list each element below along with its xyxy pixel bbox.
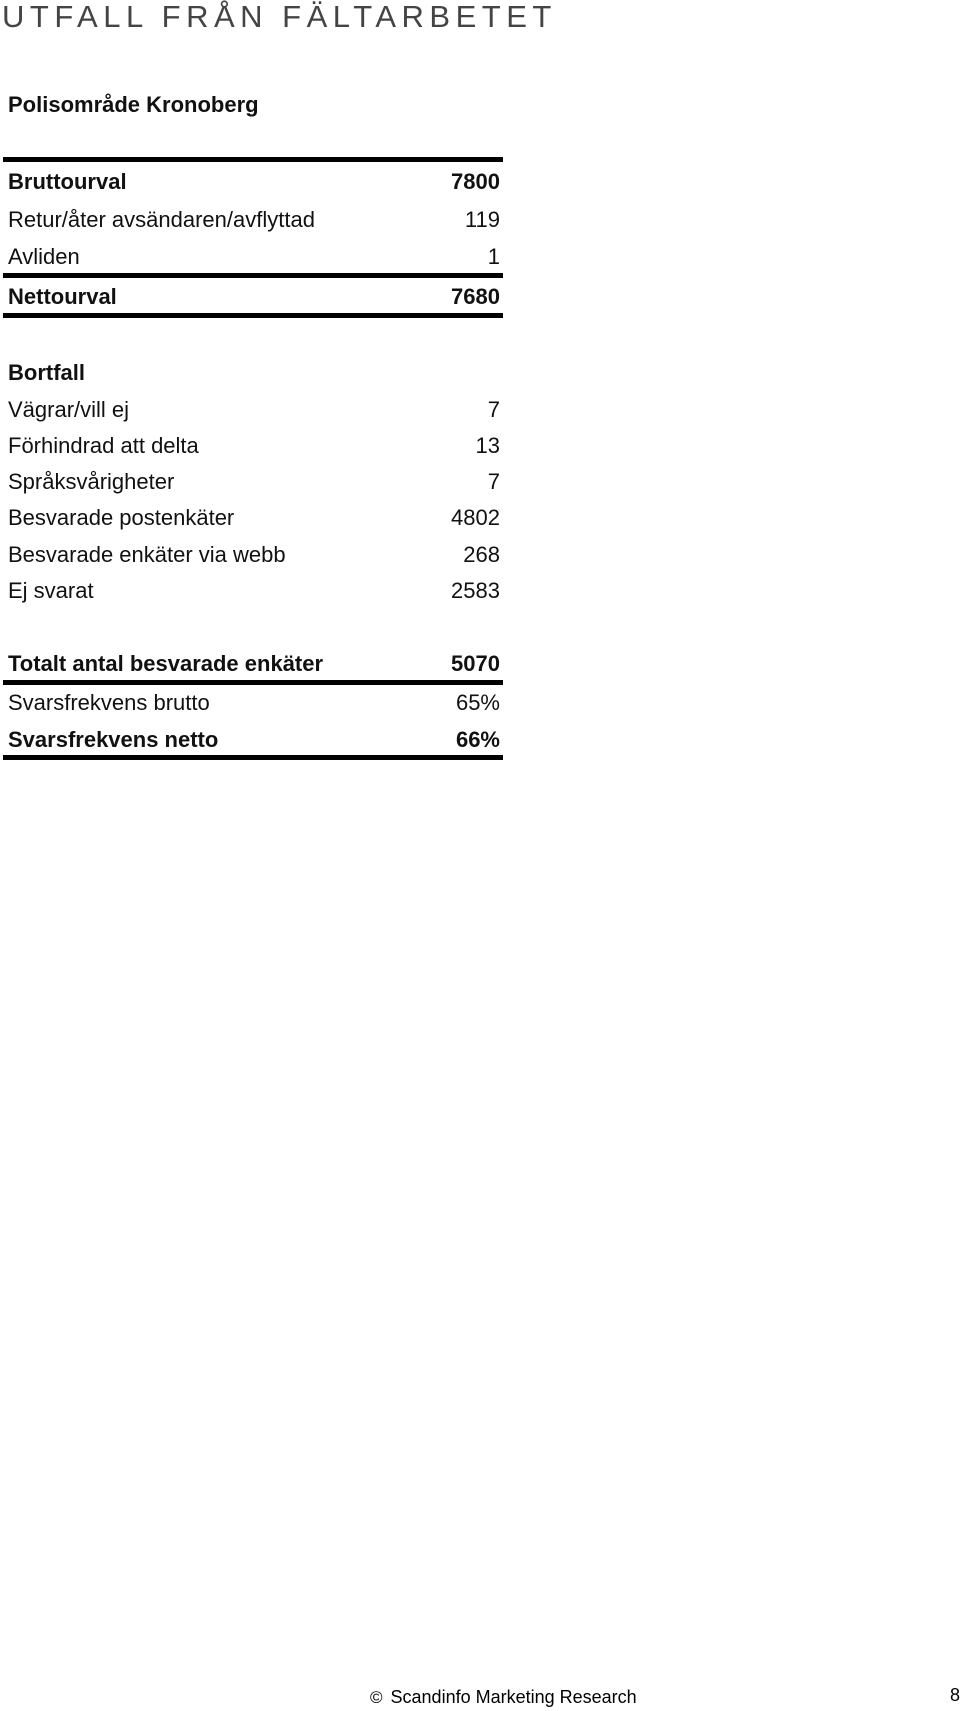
- table-row-gross-sample: [3, 167, 503, 197]
- table-row-returned: [3, 205, 503, 235]
- page-number: 8: [949, 1685, 960, 1705]
- row-value: 1: [487, 244, 500, 269]
- row-value: 66%: [455, 727, 500, 752]
- row-value: 7800: [451, 169, 500, 194]
- table-row-deceased: [3, 242, 503, 272]
- row-value: 65%: [455, 690, 500, 715]
- row-value: 119: [464, 207, 500, 232]
- row-label: Retur/åter avsändaren/avflyttad: [8, 207, 315, 232]
- row-value: 4802: [451, 505, 500, 530]
- footer-credit: [370, 1686, 637, 1709]
- table-row-rate-net: [3, 725, 503, 755]
- table-row-total-answered: [3, 649, 503, 679]
- table-bottom-rule: [3, 755, 503, 760]
- copyright-icon: ©: [370, 1688, 383, 1707]
- row-value: 13: [475, 433, 500, 458]
- page-title: UTFALL FRÅN FÄLTARBETET: [2, 0, 557, 34]
- table-row-refused: [3, 395, 503, 425]
- row-label: Totalt antal besvarade enkäter: [8, 651, 324, 676]
- row-value: 268: [463, 542, 500, 567]
- table-row-postal: [3, 503, 503, 533]
- row-label: Besvarade postenkäter: [8, 505, 235, 530]
- row-value: 5070: [451, 651, 500, 676]
- row-label: Avliden: [8, 244, 80, 269]
- totals-rule: [3, 680, 503, 685]
- table-row-unanswered: [3, 576, 503, 606]
- row-label: Svarsfrekvens netto: [8, 727, 219, 752]
- row-label: Språksvårigheter: [8, 469, 175, 494]
- row-label: Bruttourval: [8, 169, 127, 194]
- row-value: 2583: [451, 578, 500, 603]
- table-top-rule: [3, 157, 503, 162]
- table-row-language: [3, 467, 503, 497]
- row-value: 7680: [451, 284, 500, 309]
- row-label: Svarsfrekvens brutto: [8, 690, 210, 715]
- row-label: Ej svarat: [8, 578, 94, 603]
- row-value: 7: [487, 397, 500, 422]
- row-label: Nettourval: [8, 284, 117, 309]
- table-row-dropout-heading: [3, 358, 503, 388]
- region-heading: Polisområde Kronoberg: [8, 92, 259, 117]
- company-name: Scandinfo Marketing Research: [390, 1687, 637, 1707]
- table-row-rate-gross: [3, 688, 503, 718]
- row-label: Vägrar/vill ej: [8, 397, 130, 422]
- table-row-web: [3, 540, 503, 570]
- table-row-net-sample: [3, 282, 503, 312]
- net-sample-top-rule: [3, 273, 503, 278]
- table-row-prevented: [3, 431, 503, 461]
- row-label: Förhindrad att delta: [8, 433, 199, 458]
- row-value: 7: [487, 469, 500, 494]
- section-heading: Bortfall: [8, 360, 85, 385]
- row-label: Besvarade enkäter via webb: [8, 542, 286, 567]
- net-sample-bottom-rule: [3, 313, 503, 318]
